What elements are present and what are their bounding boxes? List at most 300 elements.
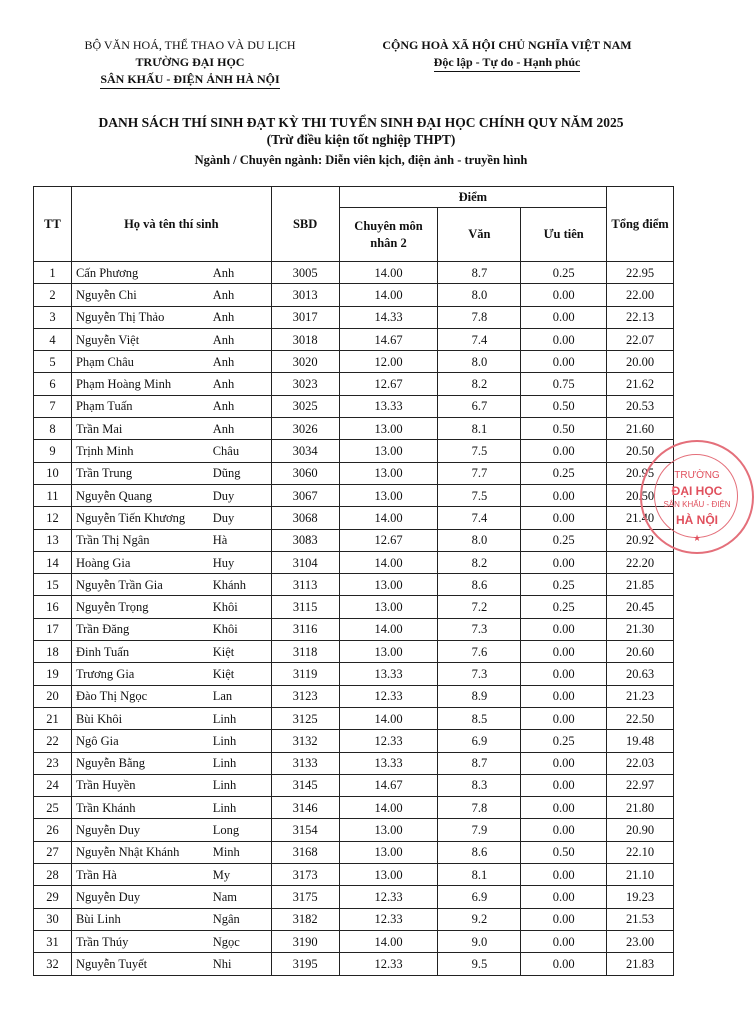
candidate-first-name: Hoàng Gia [75, 555, 131, 570]
cell-major-score: 12.00 [339, 351, 438, 373]
candidate-given-name: Nam [212, 889, 238, 904]
cell-priority-score: 0.50 [521, 418, 607, 440]
university-line1: TRƯỜNG ĐẠI HỌC [135, 55, 245, 69]
cell-literature-score: 8.0 [438, 529, 521, 551]
cell-sbd: 3175 [271, 886, 339, 908]
candidate-first-name: Đào Thị Ngọc [75, 689, 148, 704]
table-row [34, 819, 674, 841]
table-row [34, 574, 674, 596]
cell-total-score: 21.40 [607, 507, 674, 529]
cell-tt: 29 [34, 886, 72, 908]
header-name: Họ và tên thí sinh [71, 187, 271, 262]
candidate-given-name: Linh [212, 778, 237, 793]
cell-major-score: 14.33 [339, 306, 438, 328]
cell-sbd: 3104 [271, 551, 339, 573]
cell-name [71, 864, 271, 886]
cell-tt: 9 [34, 440, 72, 462]
cell-literature-score: 7.9 [438, 819, 521, 841]
cell-major-score: 13.00 [339, 596, 438, 618]
cell-sbd: 3168 [271, 841, 339, 863]
cell-name [71, 953, 271, 975]
candidate-first-name: Ngô Gia [75, 733, 119, 748]
candidate-given-name: Khôi [212, 600, 238, 615]
cell-name [71, 886, 271, 908]
candidate-given-name: Khánh [212, 577, 247, 592]
candidate-given-name: Linh [212, 756, 237, 771]
cell-major-score: 13.00 [339, 440, 438, 462]
table-row [34, 886, 674, 908]
cell-tt: 7 [34, 395, 72, 417]
cell-sbd: 3115 [271, 596, 339, 618]
cell-major-score: 13.00 [339, 418, 438, 440]
cell-priority-score: 0.00 [521, 663, 607, 685]
cell-major-score: 13.33 [339, 663, 438, 685]
cell-priority-score: 0.25 [521, 529, 607, 551]
candidate-given-name: Huy [212, 555, 235, 570]
cell-literature-score: 7.6 [438, 641, 521, 663]
cell-literature-score: 8.1 [438, 418, 521, 440]
cell-name [71, 752, 271, 774]
cell-name [71, 730, 271, 752]
cell-name [71, 351, 271, 373]
candidate-first-name: Nguyễn Chi [75, 287, 137, 302]
candidate-first-name: Trần Đăng [75, 622, 130, 637]
cell-sbd: 3060 [271, 462, 339, 484]
cell-total-score: 22.97 [607, 774, 674, 796]
cell-sbd: 3026 [271, 418, 339, 440]
candidate-first-name: Trần Mai [75, 421, 123, 436]
cell-major-score: 14.00 [339, 797, 438, 819]
cell-total-score: 20.53 [607, 395, 674, 417]
cell-literature-score: 7.5 [438, 484, 521, 506]
table-row [34, 774, 674, 796]
cell-tt: 2 [34, 284, 72, 306]
cell-major-score: 13.00 [339, 462, 438, 484]
table-row [34, 641, 674, 663]
candidate-first-name: Trần Khánh [75, 800, 136, 815]
cell-literature-score: 6.7 [438, 395, 521, 417]
cell-priority-score: 0.00 [521, 908, 607, 930]
cell-name [71, 529, 271, 551]
cell-priority-score: 0.00 [521, 484, 607, 506]
cell-tt: 8 [34, 418, 72, 440]
seal-text-1: TRƯỜNG [674, 470, 720, 481]
table-row [34, 529, 674, 551]
candidate-first-name: Phạm Châu [75, 354, 134, 369]
cell-literature-score: 7.5 [438, 440, 521, 462]
cell-major-score: 12.33 [339, 886, 438, 908]
cell-literature-score: 7.4 [438, 507, 521, 529]
cell-literature-score: 7.4 [438, 328, 521, 350]
cell-literature-score: 8.6 [438, 841, 521, 863]
candidate-first-name: Phạm Hoàng Minh [75, 377, 172, 392]
header-priority: Ưu tiên [521, 208, 607, 262]
cell-literature-score: 8.9 [438, 685, 521, 707]
candidate-given-name: Dũng [212, 466, 241, 481]
cell-total-score: 22.07 [607, 328, 674, 350]
cell-major-score: 14.00 [339, 707, 438, 729]
cell-sbd: 3013 [271, 284, 339, 306]
cell-priority-score: 0.00 [521, 551, 607, 573]
header-major: Chuyên môn nhân 2 [339, 208, 438, 262]
cell-tt: 13 [34, 529, 72, 551]
cell-priority-score: 0.00 [521, 440, 607, 462]
cell-literature-score: 7.8 [438, 306, 521, 328]
table-row [34, 752, 674, 774]
cell-tt: 32 [34, 953, 72, 975]
cell-total-score: 22.03 [607, 752, 674, 774]
candidate-given-name: Ngân [212, 912, 240, 927]
candidate-given-name: Kiệt [212, 644, 235, 659]
cell-name [71, 551, 271, 573]
cell-total-score: 20.50 [607, 440, 674, 462]
candidate-given-name: Nhi [212, 956, 232, 971]
cell-priority-score: 0.00 [521, 819, 607, 841]
cell-priority-score: 0.00 [521, 685, 607, 707]
cell-total-score: 22.10 [607, 841, 674, 863]
cell-literature-score: 8.3 [438, 774, 521, 796]
candidate-first-name: Trần Trung [75, 466, 133, 481]
cell-name [71, 574, 271, 596]
cell-major-score: 13.00 [339, 574, 438, 596]
cell-major-score: 12.33 [339, 730, 438, 752]
candidate-given-name: Anh [212, 310, 235, 325]
candidate-first-name: Trần Thúy [75, 934, 129, 949]
cell-major-score: 12.67 [339, 529, 438, 551]
cell-literature-score: 8.6 [438, 574, 521, 596]
cell-sbd: 3005 [271, 262, 339, 284]
cell-total-score: 21.62 [607, 373, 674, 395]
cell-tt: 31 [34, 930, 72, 952]
cell-tt: 24 [34, 774, 72, 796]
cell-name [71, 373, 271, 395]
candidate-table [33, 186, 674, 976]
candidate-first-name: Cấn Phương [75, 265, 139, 280]
cell-tt: 6 [34, 373, 72, 395]
cell-literature-score: 6.9 [438, 730, 521, 752]
header-tt: TT [34, 187, 72, 262]
table-row [34, 373, 674, 395]
cell-priority-score: 0.25 [521, 462, 607, 484]
cell-name [71, 328, 271, 350]
cell-sbd: 3173 [271, 864, 339, 886]
cell-tt: 12 [34, 507, 72, 529]
candidate-given-name: Anh [212, 377, 235, 392]
cell-name [71, 462, 271, 484]
cell-sbd: 3132 [271, 730, 339, 752]
candidate-first-name: Nguyễn Bằng [75, 756, 146, 771]
cell-sbd: 3068 [271, 507, 339, 529]
cell-total-score: 20.63 [607, 663, 674, 685]
cell-sbd: 3025 [271, 395, 339, 417]
cell-tt: 15 [34, 574, 72, 596]
cell-tt: 18 [34, 641, 72, 663]
cell-priority-score: 0.00 [521, 707, 607, 729]
cell-name [71, 418, 271, 440]
cell-sbd: 3018 [271, 328, 339, 350]
table-row [34, 908, 674, 930]
cell-tt: 23 [34, 752, 72, 774]
table-row [34, 551, 674, 573]
ministry-name: BỘ VĂN HOÁ, THỂ THAO VÀ DU LỊCH [84, 38, 296, 52]
cell-priority-score: 0.00 [521, 328, 607, 350]
cell-name [71, 841, 271, 863]
table-row [34, 418, 674, 440]
candidate-first-name: Phạm Tuấn [75, 399, 133, 414]
table-row [34, 262, 674, 284]
candidate-given-name: Anh [212, 399, 235, 414]
cell-major-score: 14.00 [339, 551, 438, 573]
candidate-first-name: Nguyễn Tuyết [75, 956, 148, 971]
cell-major-score: 14.00 [339, 262, 438, 284]
candidate-first-name: Trần Huyền [75, 778, 136, 793]
cell-sbd: 3123 [271, 685, 339, 707]
cell-total-score: 21.23 [607, 685, 674, 707]
cell-literature-score: 8.0 [438, 284, 521, 306]
cell-major-score: 13.00 [339, 641, 438, 663]
cell-major-score: 12.67 [339, 373, 438, 395]
cell-literature-score: 9.5 [438, 953, 521, 975]
table-row [34, 841, 674, 863]
cell-tt: 30 [34, 908, 72, 930]
cell-name [71, 797, 271, 819]
candidate-given-name: Duy [212, 510, 235, 525]
cell-major-score: 12.33 [339, 908, 438, 930]
candidate-first-name: Nguyễn Việt [75, 332, 140, 347]
table-row [34, 618, 674, 640]
header-score-group: Điểm [339, 187, 607, 208]
cell-total-score: 20.45 [607, 596, 674, 618]
cell-priority-score: 0.00 [521, 752, 607, 774]
candidate-given-name: Linh [212, 711, 237, 726]
cell-sbd: 3125 [271, 707, 339, 729]
candidate-given-name: Anh [212, 287, 235, 302]
cell-priority-score: 0.50 [521, 841, 607, 863]
seal-star-icon: ★ [692, 533, 702, 543]
national-motto: Độc lập - Tự do - Hạnh phúc [434, 55, 581, 72]
header-literature: Văn [438, 208, 521, 262]
cell-total-score: 19.48 [607, 730, 674, 752]
cell-literature-score: 7.2 [438, 596, 521, 618]
cell-tt: 26 [34, 819, 72, 841]
cell-priority-score: 0.00 [521, 953, 607, 975]
candidate-given-name: Anh [212, 332, 235, 347]
cell-major-score: 12.33 [339, 953, 438, 975]
candidate-first-name: Trịnh Minh [75, 444, 134, 459]
cell-major-score: 13.33 [339, 395, 438, 417]
cell-total-score: 20.50 [607, 484, 674, 506]
cell-name [71, 596, 271, 618]
cell-total-score: 22.13 [607, 306, 674, 328]
cell-priority-score: 0.00 [521, 641, 607, 663]
cell-total-score: 20.00 [607, 351, 674, 373]
cell-total-score: 21.30 [607, 618, 674, 640]
seal-text-4: HÀ NỘI [676, 513, 718, 527]
cell-literature-score: 8.5 [438, 707, 521, 729]
candidate-first-name: Bùi Linh [75, 912, 121, 927]
cell-sbd: 3067 [271, 484, 339, 506]
cell-priority-score: 0.00 [521, 618, 607, 640]
table-row [34, 730, 674, 752]
candidate-first-name: Trần Hà [75, 867, 117, 882]
header-total: Tổng điểm [607, 187, 674, 262]
cell-name [71, 707, 271, 729]
table-row [34, 685, 674, 707]
cell-total-score: 20.90 [607, 819, 674, 841]
table-row [34, 395, 674, 417]
candidate-given-name: Kiệt [212, 666, 235, 681]
country-name: CỘNG HOÀ XÃ HỘI CHỦ NGHĨA VIỆT NAM [382, 38, 632, 52]
cell-priority-score: 0.00 [521, 930, 607, 952]
cell-major-score: 13.00 [339, 819, 438, 841]
candidate-given-name: Long [212, 823, 240, 838]
cell-total-score: 21.10 [607, 864, 674, 886]
cell-tt: 22 [34, 730, 72, 752]
cell-tt: 20 [34, 685, 72, 707]
cell-total-score: 22.50 [607, 707, 674, 729]
cell-major-score: 14.67 [339, 328, 438, 350]
candidate-given-name: Minh [212, 845, 240, 860]
major-line: Ngành / Chuyên ngành: Diễn viên kịch, điện ảnh - truyền hình [194, 153, 528, 167]
cell-literature-score: 9.2 [438, 908, 521, 930]
candidate-given-name: Châu [212, 444, 240, 459]
table-row [34, 284, 674, 306]
cell-tt: 3 [34, 306, 72, 328]
cell-sbd: 3020 [271, 351, 339, 373]
candidate-given-name: Linh [212, 800, 237, 815]
cell-total-score: 20.92 [607, 529, 674, 551]
cell-name [71, 663, 271, 685]
cell-literature-score: 8.7 [438, 752, 521, 774]
candidate-given-name: Lan [212, 689, 233, 704]
cell-name [71, 908, 271, 930]
table-row [34, 507, 674, 529]
cell-total-score: 19.23 [607, 886, 674, 908]
cell-sbd: 3116 [271, 618, 339, 640]
cell-name [71, 306, 271, 328]
cell-tt: 16 [34, 596, 72, 618]
cell-major-score: 14.00 [339, 507, 438, 529]
table-row [34, 328, 674, 350]
cell-name [71, 930, 271, 952]
cell-sbd: 3083 [271, 529, 339, 551]
cell-sbd: 3017 [271, 306, 339, 328]
cell-name [71, 774, 271, 796]
ministry-header [55, 37, 325, 89]
table-row [34, 953, 674, 975]
cell-priority-score: 0.00 [521, 284, 607, 306]
cell-major-score: 14.67 [339, 774, 438, 796]
cell-total-score: 20.95 [607, 462, 674, 484]
cell-total-score: 21.60 [607, 418, 674, 440]
cell-tt: 17 [34, 618, 72, 640]
cell-sbd: 3146 [271, 797, 339, 819]
cell-major-score: 14.00 [339, 618, 438, 640]
candidate-first-name: Nguyễn Thị Thảo [75, 310, 165, 325]
cell-sbd: 3034 [271, 440, 339, 462]
cell-priority-score: 0.25 [521, 730, 607, 752]
candidate-given-name: Anh [212, 354, 235, 369]
cell-total-score: 21.85 [607, 574, 674, 596]
cell-sbd: 3195 [271, 953, 339, 975]
cell-sbd: 3119 [271, 663, 339, 685]
cell-tt: 5 [34, 351, 72, 373]
cell-literature-score: 9.0 [438, 930, 521, 952]
cell-tt: 25 [34, 797, 72, 819]
cell-priority-score: 0.25 [521, 262, 607, 284]
candidate-first-name: Nguyễn Quang [75, 488, 152, 503]
cell-name [71, 507, 271, 529]
candidate-first-name: Nguyễn Trần Gia [75, 577, 163, 592]
cell-sbd: 3145 [271, 774, 339, 796]
cell-major-score: 13.00 [339, 841, 438, 863]
university-line2: SÂN KHẤU - ĐIỆN ẢNH HÀ NỘI [100, 72, 279, 89]
cell-priority-score: 0.00 [521, 864, 607, 886]
seal-text-3: SÂN KHẤU - ĐIỆN [663, 500, 731, 509]
header-sbd: SBD [271, 187, 339, 262]
university-seal [640, 440, 754, 554]
cell-tt: 11 [34, 484, 72, 506]
table-row [34, 596, 674, 618]
candidate-given-name: Linh [212, 733, 237, 748]
cell-literature-score: 8.1 [438, 864, 521, 886]
document-subtitle: (Trừ điều kiện tốt nghiệp THPT) [266, 132, 456, 147]
cell-tt: 4 [34, 328, 72, 350]
cell-total-score: 20.60 [607, 641, 674, 663]
table-row [34, 797, 674, 819]
cell-name [71, 685, 271, 707]
table-row [34, 707, 674, 729]
document-title: DANH SÁCH THÍ SINH ĐẠT KỲ THI TUYỂN SINH ĐẠI HỌC CHÍNH QUY NĂM 2025 [98, 115, 624, 130]
cell-major-score: 12.33 [339, 685, 438, 707]
table-row [34, 663, 674, 685]
cell-name [71, 819, 271, 841]
table-row [34, 930, 674, 952]
cell-literature-score: 6.9 [438, 886, 521, 908]
cell-name [71, 440, 271, 462]
cell-priority-score: 0.25 [521, 596, 607, 618]
candidate-given-name: Anh [212, 421, 235, 436]
cell-total-score: 21.53 [607, 908, 674, 930]
cell-total-score: 23.00 [607, 930, 674, 952]
cell-sbd: 3182 [271, 908, 339, 930]
cell-sbd: 3118 [271, 641, 339, 663]
candidate-given-name: Anh [212, 265, 235, 280]
cell-major-score: 13.00 [339, 864, 438, 886]
cell-literature-score: 7.7 [438, 462, 521, 484]
cell-priority-score: 0.25 [521, 574, 607, 596]
candidate-first-name: Nguyễn Nhật Khánh [75, 845, 180, 860]
cell-major-score: 14.00 [339, 284, 438, 306]
candidate-given-name: Hà [212, 533, 228, 548]
table-row [34, 462, 674, 484]
table-row [34, 440, 674, 462]
seal-text-2: ĐẠI HỌC [671, 484, 723, 498]
cell-priority-score: 0.50 [521, 395, 607, 417]
candidate-given-name: Khôi [212, 622, 238, 637]
cell-name [71, 484, 271, 506]
cell-total-score: 22.20 [607, 551, 674, 573]
table-row [34, 864, 674, 886]
cell-major-score: 13.00 [339, 484, 438, 506]
cell-name [71, 395, 271, 417]
candidate-first-name: Trần Thị Ngân [75, 533, 150, 548]
cell-priority-score: 0.00 [521, 797, 607, 819]
cell-literature-score: 7.3 [438, 618, 521, 640]
candidate-first-name: Nguyễn Duy [75, 889, 141, 904]
cell-tt: 27 [34, 841, 72, 863]
national-header [362, 37, 652, 72]
